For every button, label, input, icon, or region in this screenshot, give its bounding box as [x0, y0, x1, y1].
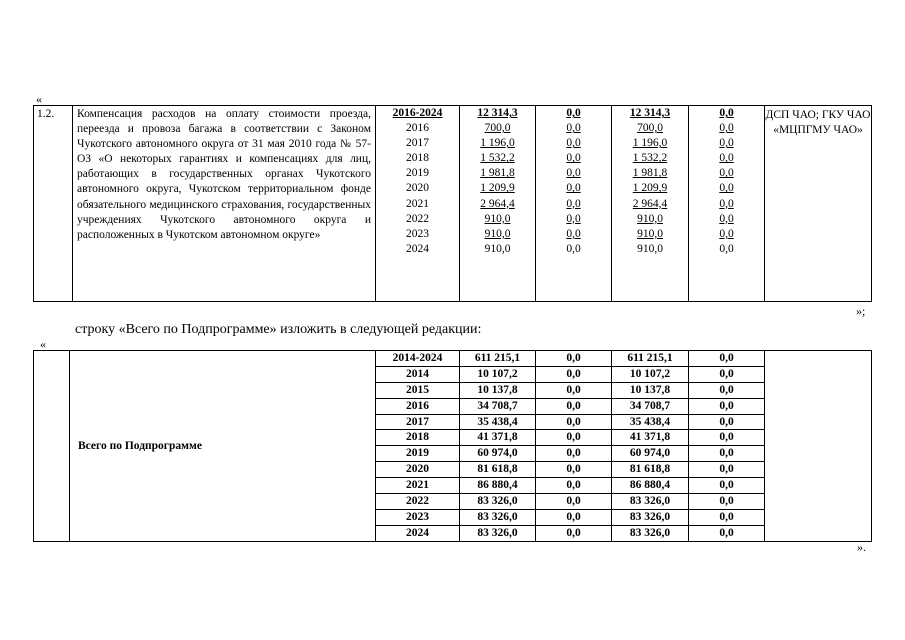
- value-cell: 0,0: [689, 430, 764, 446]
- value-cell: 41 371,8: [612, 430, 688, 446]
- value-cell: 0,0: [566, 242, 581, 255]
- year-cell: 2019: [406, 167, 429, 180]
- value-cell: 83 326,0: [612, 494, 688, 510]
- value-cell: 81 618,8: [460, 462, 535, 478]
- value-cell: 0,0: [536, 383, 611, 399]
- value-cell: 0,0: [719, 137, 734, 150]
- year-cell: 2017: [376, 415, 459, 431]
- value-cell: 910,0: [484, 242, 511, 255]
- value-cell: 0,0: [689, 383, 764, 399]
- measure-table: [33, 105, 872, 302]
- federal-column: [536, 106, 612, 302]
- open-quote-1: «: [36, 92, 42, 106]
- total-sum-column: [460, 351, 536, 542]
- value-cell: 35 438,4: [460, 415, 535, 431]
- value-cell: 0,0: [566, 137, 581, 150]
- value-cell: 910,0: [637, 227, 663, 240]
- value-cell: 910,0: [484, 212, 511, 225]
- value-cell: 86 880,4: [460, 478, 535, 494]
- value-cell: 0,0: [566, 182, 581, 195]
- year-cell: 2024: [406, 242, 429, 255]
- year-cell: 2016: [376, 399, 459, 415]
- close-mark-2: ».: [857, 540, 866, 554]
- value-cell: 1 532,2: [480, 152, 515, 165]
- value-cell: 0,0: [566, 122, 581, 135]
- value-cell: 0,0: [689, 494, 764, 510]
- value-cell: 0,0: [536, 510, 611, 526]
- value-cell: 1 196,0: [480, 137, 515, 150]
- value-cell: 12 314,3: [629, 107, 671, 119]
- executor-cell: ДСП ЧАО; ГКУ ЧАО «МЦПГМУ ЧАО»: [765, 106, 872, 302]
- value-cell: 0,0: [689, 446, 764, 462]
- year-cell: 2019: [376, 446, 459, 462]
- year-cell: 2018: [376, 430, 459, 446]
- value-cell: 0,0: [536, 462, 611, 478]
- value-cell: 0,0: [719, 526, 734, 539]
- year-cell: 2022: [406, 212, 429, 225]
- value-cell: 0,0: [719, 197, 734, 210]
- value-cell: 0,0: [719, 227, 734, 240]
- year-cell: 2014: [376, 367, 459, 383]
- value-cell: 611 215,1: [460, 351, 535, 367]
- value-cell: 83 326,0: [612, 510, 688, 526]
- value-cell: 2 964,4: [480, 197, 515, 210]
- value-cell: 0,0: [689, 478, 764, 494]
- value-cell: 83 326,0: [460, 510, 535, 526]
- value-cell: 10 137,8: [460, 383, 535, 399]
- value-cell: 0,0: [566, 526, 581, 539]
- value-cell: 86 880,4: [612, 478, 688, 494]
- value-cell: 0,0: [719, 242, 734, 255]
- year-cell: 2020: [406, 182, 429, 195]
- other-column: [689, 106, 765, 302]
- value-cell: 1 209,9: [480, 182, 515, 195]
- year-cell: 2021: [376, 478, 459, 494]
- year-cell: 2017: [406, 137, 429, 150]
- value-cell: 0,0: [566, 107, 581, 119]
- regional-column: [612, 106, 689, 302]
- value-cell: 910,0: [484, 227, 511, 240]
- value-cell: 83 326,0: [460, 494, 535, 510]
- value-cell: 0,0: [719, 167, 734, 180]
- year-cell: 2022: [376, 494, 459, 510]
- value-cell: 0,0: [566, 167, 581, 180]
- value-cell: 34 708,7: [612, 399, 688, 415]
- value-cell: 0,0: [719, 212, 734, 225]
- value-cell: 0,0: [719, 182, 734, 195]
- year-cell: 2024: [406, 526, 429, 539]
- value-cell: 0,0: [536, 430, 611, 446]
- value-cell: 0,0: [536, 415, 611, 431]
- years-column: [376, 106, 460, 302]
- value-cell: 83 326,0: [477, 526, 518, 539]
- year-cell: 2023: [406, 227, 429, 240]
- value-cell: 0,0: [689, 415, 764, 431]
- value-cell: 1 981,8: [480, 167, 515, 180]
- row-code: 1.2.: [34, 106, 73, 302]
- year-cell: 2020: [376, 462, 459, 478]
- value-cell: 0,0: [719, 152, 734, 165]
- value-cell: 0,0: [536, 478, 611, 494]
- value-cell: 35 438,4: [612, 415, 688, 431]
- value-cell: 60 974,0: [460, 446, 535, 462]
- value-cell: 0,0: [689, 399, 764, 415]
- total-other-column: [689, 351, 765, 542]
- value-cell: 81 618,8: [612, 462, 688, 478]
- value-cell: 83 326,0: [629, 526, 671, 539]
- value-cell: 60 974,0: [612, 446, 688, 462]
- value-cell: 0,0: [536, 351, 611, 367]
- value-cell: 910,0: [637, 212, 663, 225]
- total-column: [460, 106, 536, 302]
- total-federal-column: [536, 351, 612, 542]
- value-cell: 0,0: [536, 367, 611, 383]
- value-cell: 10 137,8: [612, 383, 688, 399]
- subprogram-total-table: [33, 350, 872, 542]
- value-cell: 10 107,2: [612, 367, 688, 383]
- year-cell: 2018: [406, 152, 429, 165]
- year-cell: 2016-2024: [392, 107, 443, 119]
- empty-executor-cell: [765, 351, 872, 542]
- close-mark-1: »;: [856, 304, 866, 318]
- value-cell: 12 314,3: [477, 107, 518, 119]
- year-cell: 2023: [376, 510, 459, 526]
- total-regional-column: [612, 351, 689, 542]
- value-cell: 910,0: [637, 242, 663, 255]
- value-cell: 1 196,0: [632, 137, 668, 150]
- value-cell: 700,0: [484, 122, 511, 135]
- row-description: Компенсация расходов на оплату стоимости проезда, переезда и провоза багажа в соответствии с Законом Чукотского автономного округа от 31 мая 2010 года № 57-ОЗ «О некоторых гарантиях и компенсациях для лиц, работающих в государственных органах Чукотского автономного округа, Чукотском территориальном фонде обязательного медицинского страхования, государственных учреждениях Чукотского автономного округа и расположенных в Чукотском автономном округе»: [73, 106, 376, 302]
- value-cell: 0,0: [566, 152, 581, 165]
- value-cell: 0,0: [689, 462, 764, 478]
- value-cell: 0,0: [719, 107, 734, 119]
- value-cell: 1 209,9: [632, 182, 668, 195]
- year-cell: 2014-2024: [376, 351, 459, 367]
- value-cell: 0,0: [566, 197, 581, 210]
- value-cell: 41 371,8: [460, 430, 535, 446]
- value-cell: 0,0: [689, 351, 764, 367]
- total-label: Всего по Подпрограмме: [70, 351, 376, 542]
- value-cell: 34 708,7: [460, 399, 535, 415]
- value-cell: 700,0: [637, 122, 663, 135]
- value-cell: 1 532,2: [632, 152, 668, 165]
- year-cell: 2021: [406, 197, 429, 210]
- year-cell: 2015: [376, 383, 459, 399]
- empty-code-cell: [34, 351, 70, 542]
- open-quote-2: «: [40, 337, 46, 351]
- value-cell: 0,0: [566, 227, 581, 240]
- value-cell: 10 107,2: [460, 367, 535, 383]
- year-cell: 2016: [406, 122, 429, 135]
- value-cell: 0,0: [536, 494, 611, 510]
- value-cell: 1 981,8: [632, 167, 668, 180]
- value-cell: 0,0: [566, 212, 581, 225]
- value-cell: 0,0: [536, 399, 611, 415]
- value-cell: 0,0: [536, 446, 611, 462]
- instruction-text: строку «Всего по Подпрограмме» изложить в следующей редакции:: [75, 322, 482, 337]
- value-cell: 0,0: [689, 367, 764, 383]
- value-cell: 0,0: [719, 122, 734, 135]
- value-cell: 611 215,1: [612, 351, 688, 367]
- value-cell: 0,0: [689, 510, 764, 526]
- total-years-column: [376, 351, 460, 542]
- value-cell: 2 964,4: [632, 197, 668, 210]
